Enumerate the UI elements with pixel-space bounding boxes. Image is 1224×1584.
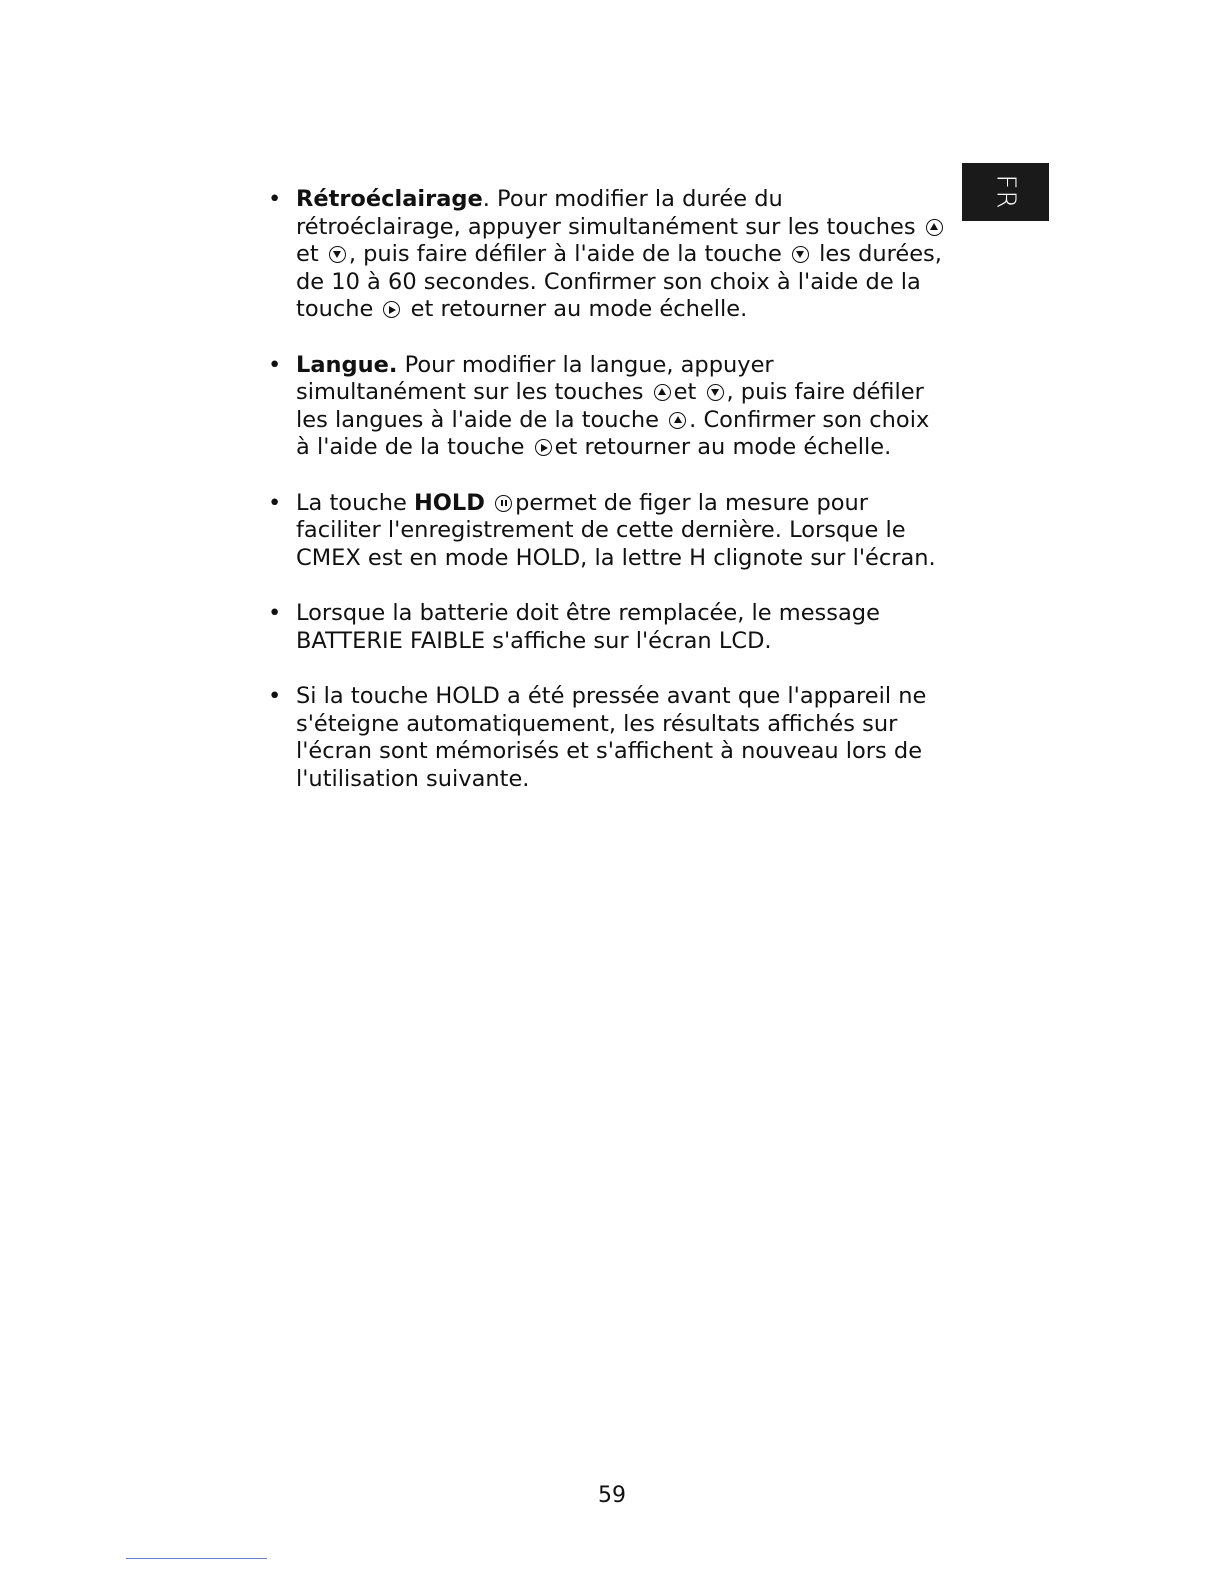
item-text: Pour modifier la langue, appuyer simultanément sur les touches — [296, 351, 774, 405]
language-tab-label: FR — [990, 174, 1021, 210]
item-text: Si la touche HOLD a été pressée avant que l'appareil ne s'éteigne automatiquement, les résultats affichés sur l'écran sont mémorisés et s'affichent à nouveau lors de l'utilisation suivante. — [296, 683, 927, 792]
bullet: • — [268, 489, 282, 516]
up-button-icon — [654, 384, 671, 401]
item-text: et — [673, 379, 697, 405]
up-button-icon — [926, 219, 943, 236]
item-text: et retourner au mode échelle. — [554, 434, 892, 460]
item-text: et — [296, 241, 319, 267]
list-item-backlight — [268, 186, 948, 324]
language-tab — [962, 163, 1049, 221]
item-text: permet de figer la mesure pour faciliter l'enregistrement de cette dernière. Lorsque le CMEX est en mode HOLD, la lettre H clignote sur l'écran. — [296, 489, 936, 571]
bullet: • — [268, 683, 282, 709]
pause-button-icon — [495, 495, 512, 512]
item-text: Lorsque la batterie doit être remplacée, le message BATTERIE FAIBLE s'affiche sur l'écran LCD. — [296, 600, 880, 654]
item-text: les durées, de 10 à 60 secondes. Confirmer son choix à l'aide de la touche — [296, 241, 942, 322]
right-button-icon — [383, 301, 400, 318]
down-button-icon — [792, 246, 809, 263]
right-button-icon — [535, 439, 552, 456]
up-button-icon — [669, 412, 686, 429]
list-item-memory — [268, 683, 948, 793]
footer-rule — [126, 1558, 267, 1559]
list-item-battery — [268, 600, 948, 655]
item-title: Langue. — [296, 351, 398, 378]
item-text: . Confirmer son choix à l'aide de la touche — [296, 406, 930, 460]
item-text: et retourner au mode échelle. — [410, 296, 748, 322]
item-text: . Pour modifier la durée du rétroéclairage, appuyer simultanément sur les touches — [296, 186, 916, 240]
item-title: Rétroéclairage — [296, 186, 483, 212]
instruction-list — [268, 186, 948, 821]
list-item-language — [268, 352, 948, 462]
bullet: • — [268, 186, 282, 212]
page-number: 59 — [598, 1483, 626, 1508]
down-button-icon — [329, 246, 346, 263]
bullet: • — [268, 600, 282, 626]
down-button-icon — [707, 384, 724, 401]
hold-label: HOLD — [413, 489, 485, 516]
item-text: La touche — [296, 489, 414, 516]
item-text: , puis faire défiler les langues à l'aide de la touche — [296, 379, 924, 433]
item-text: , puis faire défiler à l'aide de la touche — [348, 241, 782, 267]
bullet: • — [268, 351, 282, 378]
list-item-hold — [268, 490, 948, 573]
